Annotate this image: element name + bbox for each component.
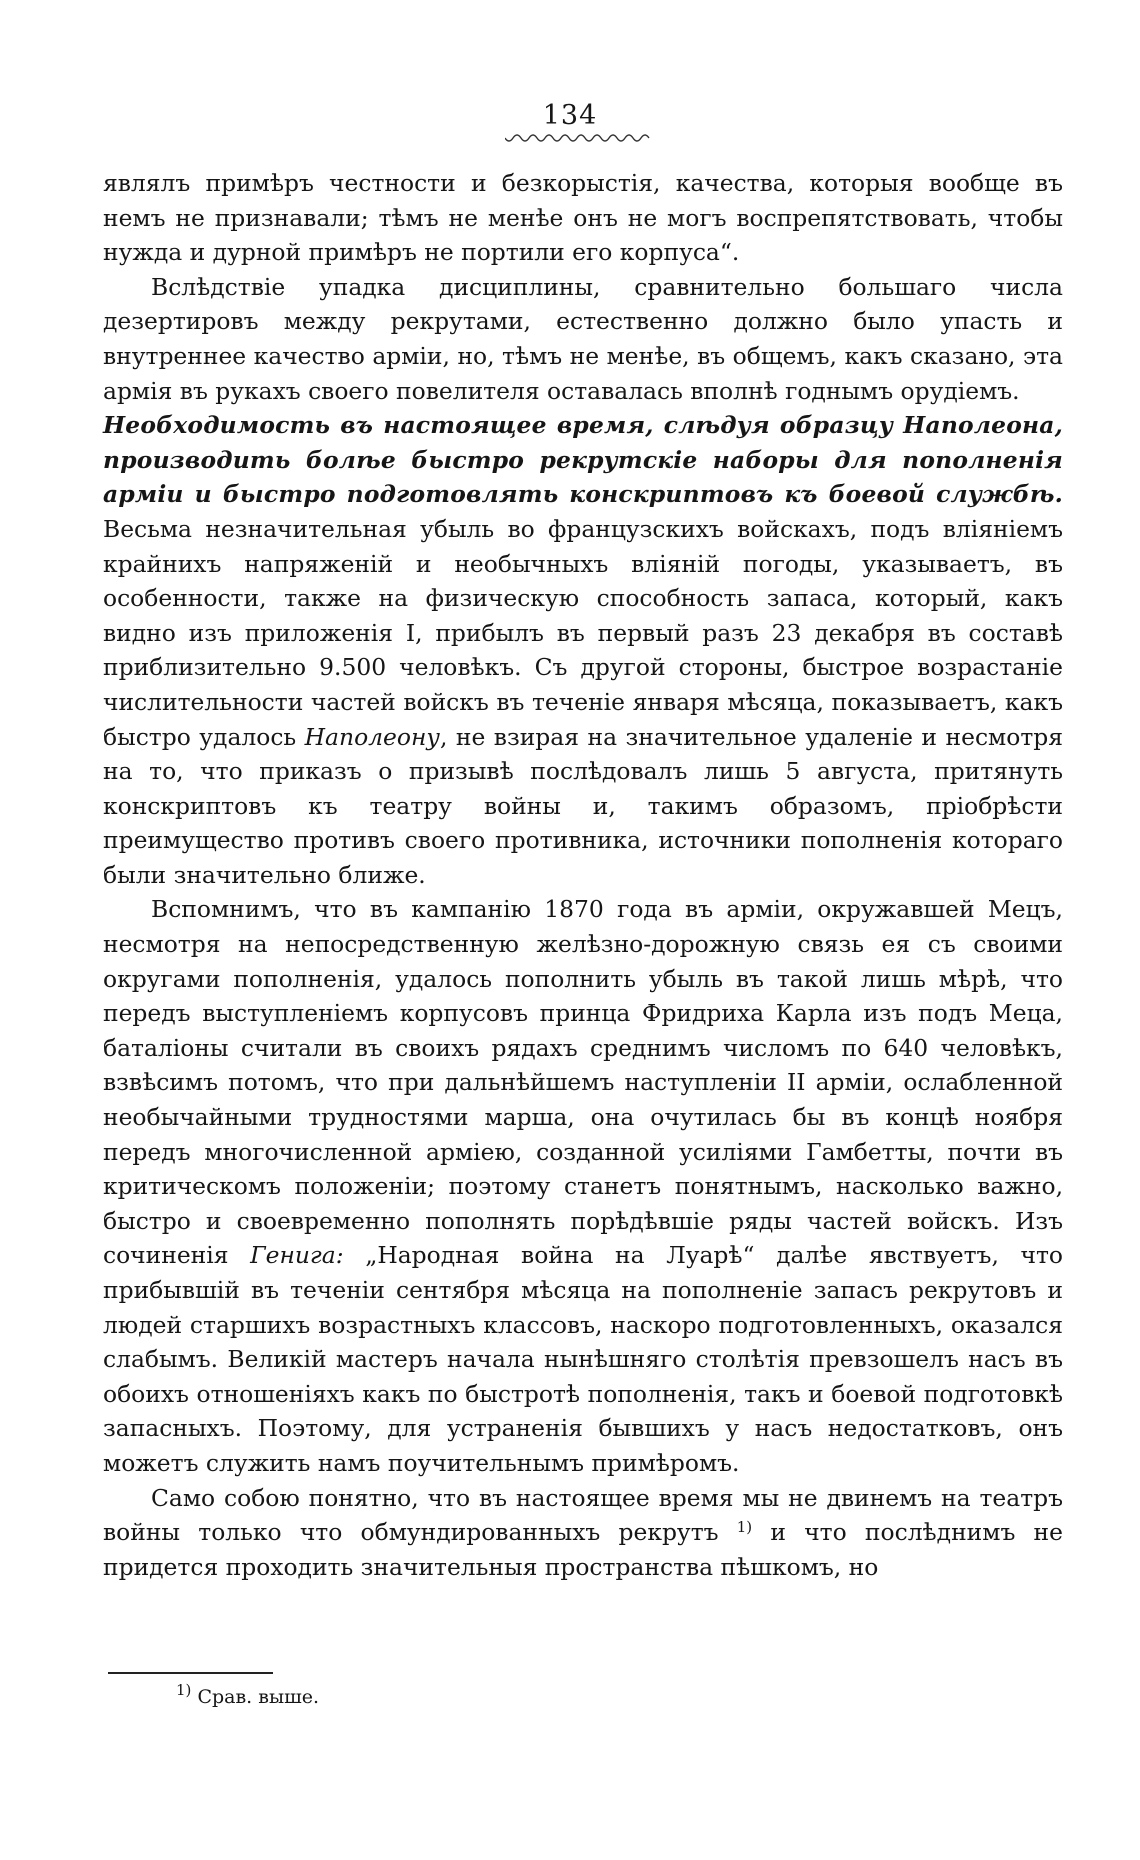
paragraph-3-text-a: Весьма незначительная убыль во французскихъ войскахъ, подъ вліяніемъ крайнихъ напряженій и необычныхъ вліяній погоды, указываетъ, въ особенности, также на физическую способность запаса, который, какъ видно изъ приложенія I, прибылъ въ первый разъ 23 декабря въ составѣ приблизительно 9.500 человѣкъ. Съ другой стороны, быстрое возрастаніе числительности частей войскъ въ теченіе января мѣсяца, показываетъ, какъ быстро удалось (103, 514, 1063, 751)
paragraph-5-text-b: и что послѣднимъ не придется проходить значительныя пространства пѣшкомъ, но (103, 1518, 1063, 1581)
page-number-ornament (505, 134, 650, 146)
paragraph-1-text: являлъ примѣръ честности и безкорыстія, качества, которыя вообще въ немъ не признавали; тѣмъ не менѣе онъ не могъ воспрепятствовать, чтобы нужда и дурной примѣръ не портили его корпуса“. (103, 169, 1063, 267)
footnote-marker-paren: ) (185, 1681, 192, 1699)
paragraph-4-text-b: „Народная война на Луарѣ“ далѣе явствуетъ, что прибывшій въ теченіи сентября мѣсяца на пополненіе запасъ рекрутовъ и людей старшихъ возрастныхъ классовъ, наскоро подготовленныхъ, оказался слабымъ. Великій мастеръ начала нынѣшняго столѣтія превзошелъ насъ въ обоихъ отношеніяхъ какъ по быстротѣ пополненія, такъ и боевой подготовкѣ запасныхъ. Поэтому, для устраненія бывшихъ у насъ недостатковъ, онъ можетъ служить намъ поучительнымъ примѣромъ. (103, 1241, 1063, 1477)
paragraph-5-text-a: Само собою понятно, что въ настоящее время мы не двинемъ на театръ войны только что обмундированныхъ рекрутъ (103, 1483, 1063, 1547)
footnote-text: Срав. выше. (191, 1686, 320, 1708)
footnote-divider (108, 1672, 273, 1674)
footnote-marker-number: 1 (176, 1681, 186, 1699)
footnote-reference-number: 1 (736, 1518, 747, 1537)
paragraph-4 (103, 892, 1063, 1480)
footnote-marker (176, 1681, 191, 1699)
paragraph-3-napoleon: Наполеону (304, 722, 440, 751)
paragraph-2 (103, 270, 1063, 408)
paragraph-2-text: Вслѣдствіе упадка дисциплины, сравнительно большаго числа дезертировъ между рекрутами, естественно должно было упасть и внутреннее качество арміи, но, тѣмъ не менѣе, въ общемъ, какъ сказано, эта армія въ рукахъ своего повелителя оставалась вполнѣ годнымъ орудіемъ. (103, 272, 1063, 405)
footnote-reference-paren: ) (746, 1518, 753, 1537)
footnote (176, 1681, 320, 1710)
paragraph-5 (103, 1481, 1063, 1585)
page-number: 134 (542, 100, 598, 131)
paragraph-3-text-b: , не взирая на значительное удаленіе и несмотря на то, что приказъ о призывѣ послѣдовалъ лишь 5 августа, притянуть конскриптовъ къ театру войны и, такимъ образомъ, пріобрѣсти преимущество противъ своего противника, источники пополненія котораго были значительно ближе. (103, 722, 1063, 889)
paragraph-4-text-a: Вспомнимъ, что въ кампанію 1870 года въ арміи, окружавшей Мецъ, несмотря на непосредственную желѣзно-дорожную связь ея съ своими округами пополненія, удалось пополнить убыль въ такой лишь мѣрѣ, что передъ выступленіемъ корпусовъ принца Фридриха Карла изъ подъ Меца, баталіоны считали въ своихъ рядахъ среднимъ числомъ по 640 человѣкъ, взвѣсимъ потомъ, что при дальнѣйшемъ наступленіи II арміи, ослабленной необычайными трудностями марша, она очутилась бы въ концѣ ноября передъ многочисленной арміею, созданной усиліями Гамбетты, почти въ критическомъ положеніи; поэтому станетъ понятнымъ, насколько важно, быстро и своевременно пополнять порѣдѣвшіе ряды частей войскъ. Изъ сочиненія (103, 895, 1063, 1270)
paragraph-3-emphasis: Необходимость въ настоящее время, слѣдуя образцу Наполеона, производить болѣе быстро рекрутскіе наборы для пополненія арміи и быстро подготовлять конскриптовъ къ боевой службѣ. (103, 411, 1063, 509)
footnote-reference (737, 1518, 752, 1536)
body-text (103, 166, 1063, 1584)
paragraph-1 (103, 166, 1063, 270)
paragraph-4-author: Генига: (250, 1241, 344, 1270)
paragraph-3 (103, 408, 1063, 892)
